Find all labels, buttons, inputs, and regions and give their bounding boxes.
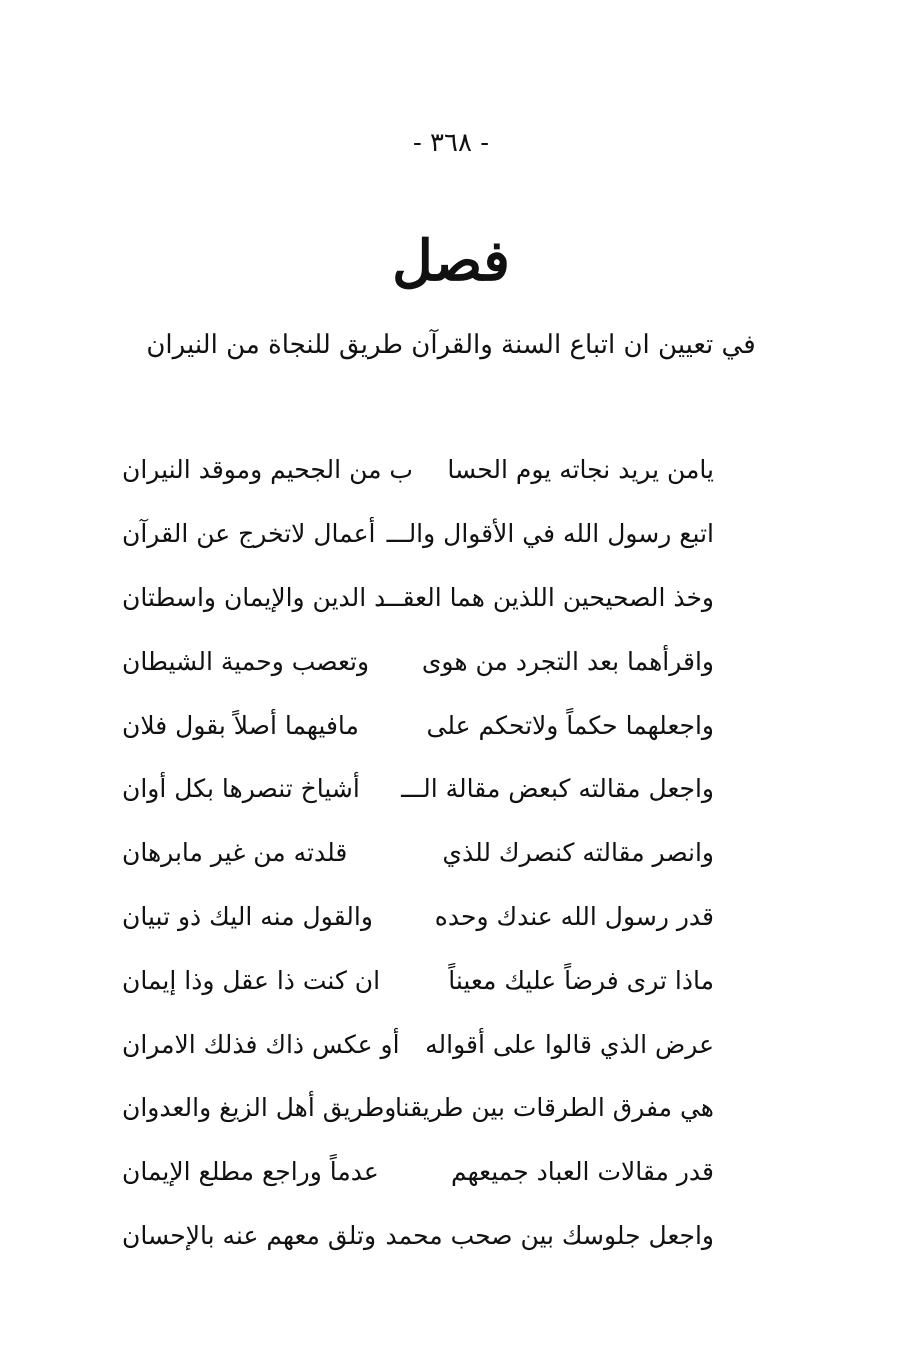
verse-line bbox=[118, 757, 714, 821]
verse-line bbox=[118, 885, 714, 949]
verse-first-hemistich: يامن يريد نجاته يوم الحسا bbox=[447, 455, 714, 485]
verse-second-hemistich: والقول منه اليك ذو تبيان bbox=[122, 901, 373, 931]
verse-second-hemistich: قلدته من غير مابرهان bbox=[122, 838, 348, 868]
verse-first-hemistich: عرض الذي قالوا على أقواله bbox=[425, 1029, 714, 1059]
verse-second-hemistich: أعمال لاتخرج عن القرآن bbox=[122, 519, 376, 549]
verse-first-hemistich: وخذ الصحيحين اللذين هما العقـــ bbox=[380, 582, 714, 612]
verse-first-hemistich: واقرأهما بعد التجرد من هوى bbox=[421, 646, 714, 676]
section-subtitle: في تعيين ان اتباع السنة والقرآن طريق للنجاة من النيران bbox=[146, 330, 756, 360]
verse-second-hemistich: أشياخ تنصرها بكل أوان bbox=[122, 774, 360, 804]
verse-first-hemistich: قدر مقالات العباد جميعهم bbox=[450, 1157, 714, 1187]
verse-second-hemistich: وتلق معهم عنه بالإحسان bbox=[122, 1220, 377, 1250]
verse-line bbox=[118, 629, 714, 693]
verse-first-hemistich: واجعل جلوسك بين صحب محمد bbox=[385, 1220, 714, 1250]
verse-line bbox=[118, 948, 714, 1012]
verse-first-hemistich: واجعلهما حكماً ولاتحكم على bbox=[426, 710, 714, 740]
verse-line bbox=[118, 1076, 714, 1140]
verse-second-hemistich: مافيهما أصلاً بقول فلان bbox=[122, 710, 359, 740]
verse-first-hemistich: ماذا ترى فرضاً عليك معيناً bbox=[448, 965, 714, 995]
verse-second-hemistich: وتعصب وحمية الشيطان bbox=[122, 646, 370, 676]
verse-second-hemistich: ب من الجحيم وموقد النيران bbox=[122, 455, 413, 485]
verse-line bbox=[118, 1140, 714, 1204]
section-title: فصل bbox=[392, 228, 510, 294]
verse-second-hemistich: عدماً وراجع مطلع الإيمان bbox=[122, 1157, 379, 1187]
verse-first-hemistich: واجعل مقالته كبعض مقالة الـــ bbox=[401, 774, 714, 804]
verse-line bbox=[118, 502, 714, 566]
verse-first-hemistich: هي مفرق الطرقات بين طريقنا bbox=[395, 1093, 714, 1123]
verse-second-hemistich: د الدين والإيمان واسطتان bbox=[122, 582, 386, 612]
verse-first-hemistich: اتبع رسول الله في الأقوال والـــ bbox=[386, 519, 714, 549]
verse-line bbox=[118, 1204, 714, 1268]
poem-verses bbox=[118, 438, 714, 1267]
verse-line bbox=[118, 1012, 714, 1076]
page-number: - ٣٦٨ - bbox=[412, 128, 490, 158]
verse-line bbox=[118, 566, 714, 630]
verse-line bbox=[118, 821, 714, 885]
verse-line bbox=[118, 438, 714, 502]
verse-first-hemistich: قدر رسول الله عندك وحده bbox=[434, 901, 714, 931]
verse-line bbox=[118, 693, 714, 757]
verse-second-hemistich: أو عكس ذاك فذلك الامران bbox=[122, 1029, 400, 1059]
verse-second-hemistich: وطريق أهل الزيغ والعدوان bbox=[122, 1093, 397, 1123]
verse-second-hemistich: ان كنت ذا عقل وذا إيمان bbox=[122, 965, 381, 995]
verse-first-hemistich: وانصر مقالته كنصرك للذي bbox=[442, 838, 714, 868]
